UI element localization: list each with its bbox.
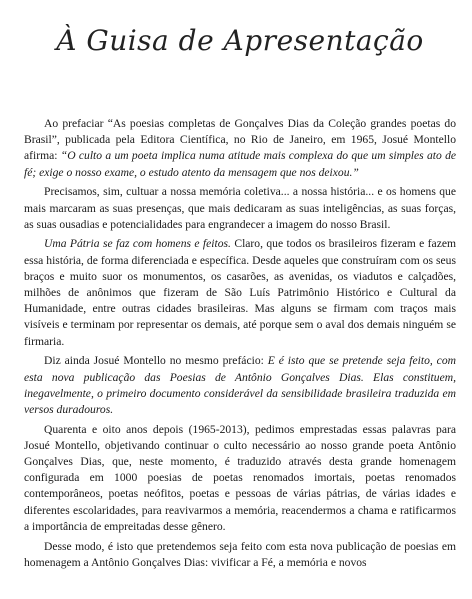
paragraph-1-quote: “O culto a um poeta implica numa atitude mais complexa do que um simples ato de fé; exige o nosso exame, o estudo atento da mensagem que nos deixou.” [24, 149, 457, 179]
paragraph-1-text: Ao prefaciar “As poesias completas de Gonçalves Dias da Coleção grandes poetas do Brasil”, publicada pela Editora Científica, no Rio de Janeiro, em 1965, Josué Montello afirma: [24, 117, 456, 163]
paragraph-5-text: Quarenta e oito anos depois (1965-2013), pedimos emprestadas essas palavras para Josué Montello, objetivando continuar o culto necessário ao nosso grande poeta Antônio Gonçalves Dias, que, neste momento, é traduzido através desta grande homenagem configurada em 1000 poesias de poetas renomados imortais, poetas renomados contemporâneos, poetas neófitos, poetas e pessoas de várias pátrias, de várias idades e diferentes escolaridades, para reavivarmos a memória, reacendermos a chama e ratificarmos a importância de empreitadas desse gênero. [24, 422, 456, 533]
paragraph-5 [24, 422, 456, 535]
paragraph-4 [24, 353, 456, 418]
paragraph-1 [24, 116, 456, 181]
paragraph-6-text: Desse modo, é isto que pretendemos seja feito com esta nova publicação de poesias em homenagem a Antônio Gonçalves Dias: vivificar a Fé, a memória e novos [24, 539, 456, 569]
page-title: À Guisa de Apresentação [56, 24, 424, 57]
paragraph-3-quote: Uma Pátria se faz com homens e feitos. [44, 237, 231, 251]
paragraph-3-text: Claro, que todos os brasileiros fizeram e fazem essa história, de forma diferenciada e específica. Desde aqueles que construíram com os seus braços e muito suor os monumentos, os casarões, as avenidas, os viadutos e calçadões, milhões de anônimos que fizeram de São Luís Patrimônio Histórico e Cultural da Humanidade, entre outras cidades brasileiras. Mas alguns se firmam com traços mais visíveis e terminam por representar os demais, até porque sem o aval dos demais ninguém se firmaria. [24, 237, 456, 348]
paragraph-4-text: Diz ainda Josué Montello no mesmo prefácio: [44, 354, 268, 368]
body-text [24, 116, 456, 571]
paragraph-6 [24, 539, 456, 571]
paragraph-4-quote: E é isto que se pretende seja feito, com esta nova publicação das Poesias de Antônio Gonçalves Dias. Elas constituem, inegavelmente, o primeiro documento considerável da sensibilidade brasileira traduzida em versos duradouros. [24, 354, 456, 416]
paragraph-3 [24, 236, 456, 349]
paragraph-2 [24, 184, 456, 233]
paragraph-2-text: Precisamos, sim, cultuar a nossa memória coletiva... a nossa história... e os homens que mais marcaram as suas presenças, que mais dedicaram as suas inteligências, as suas forças, as suas ousadias e potencialidades para engrandecer a imagem do nosso Brasil. [24, 185, 456, 231]
